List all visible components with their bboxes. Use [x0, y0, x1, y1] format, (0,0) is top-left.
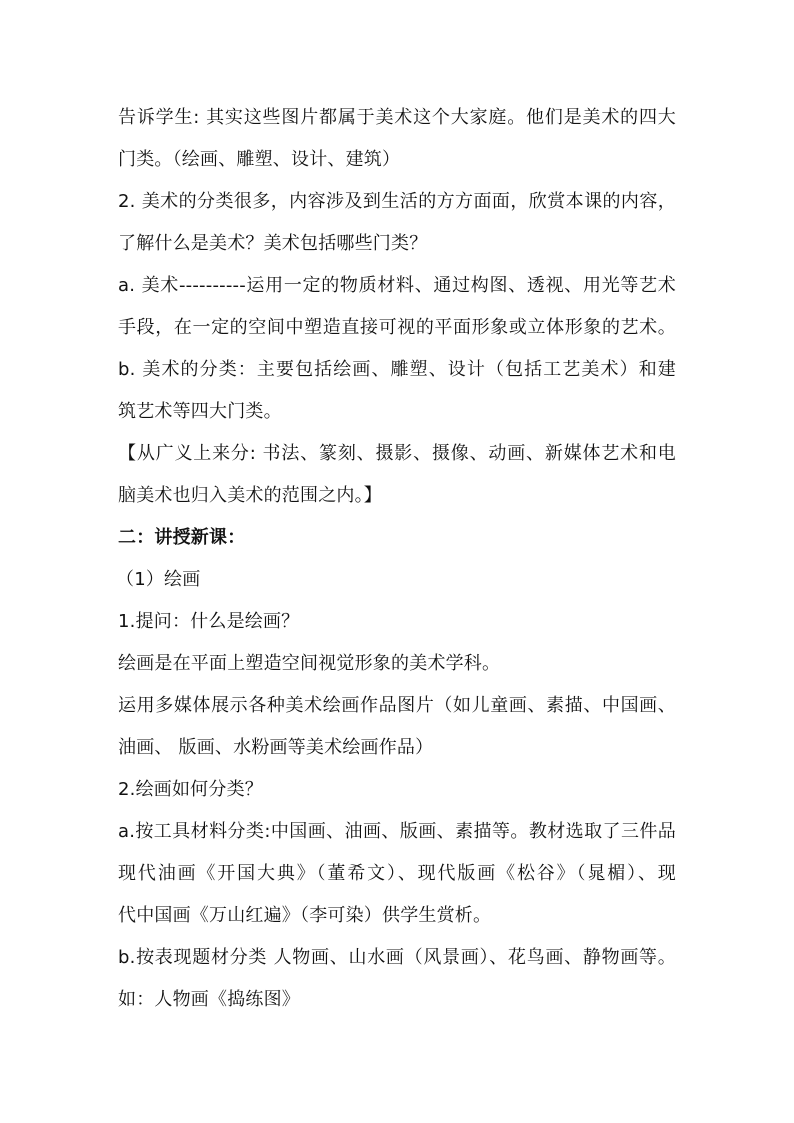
- subsection-heading: （1）绘画: [116, 569, 201, 590]
- text-line: 代中国画《万山红遍》（李可染）供学生赏析。: [118, 905, 492, 926]
- text-line: 如：人物画《捣练图》: [118, 989, 300, 1010]
- text-line: 筑艺术等四大门类。: [118, 401, 282, 422]
- text-line: 现代油画《开国大典》（董希文）、现代版画《松谷》（晁楣）、现: [118, 863, 676, 884]
- text-line: 2.绘画如何分类？: [118, 779, 263, 800]
- text-line: 脑美术也归入美术的范围之内。】: [118, 485, 382, 506]
- text-line: 1.提问：什么是绘画？: [118, 611, 300, 632]
- text-line: b. 美术的分类：主要包括绘画、雕塑、设计（包括工艺美术）和建: [118, 359, 676, 380]
- text-line: 门类。（绘画、雕塑、设计、建筑）: [118, 149, 401, 170]
- text-line: 了解什么是美术？美术包括哪些门类？: [118, 233, 428, 254]
- text-line: 告诉学生: 其实这些图片都属于美术这个大家庭。他们是美术的四大: [118, 107, 676, 128]
- text-line: 【从广义上来分: 书法、篆刻、摄影、摄像、动画、新媒体艺术和电: [118, 443, 676, 464]
- text-line: a.按工具材料分类:中国画、油画、版画、素描等。教材选取了三件品: [118, 821, 676, 842]
- text-line: 手段，在一定的空间中塑造直接可视的平面形象或立体形象的艺术。: [118, 317, 676, 338]
- text-line: a. 美术----------运用一定的物质材料、通过构图、透视、用光等艺术: [118, 275, 676, 296]
- text-line: 油画、 版画、水粉画等美术绘画作品）: [118, 737, 434, 758]
- section-heading: 二：讲授新课：: [118, 527, 246, 548]
- text-line: b.按表现题材分类 人物画、山水画（风景画）、花鸟画、静物画等。: [118, 947, 676, 968]
- text-line: 2. 美术的分类很多，内容涉及到生活的方方面面，欣赏本课的内容，: [118, 191, 676, 212]
- text-line: 运用多媒体展示各种美术绘画作品图片（如儿童画、素描、中国画、: [118, 695, 676, 716]
- text-line: 绘画是在平面上塑造空间视觉形象的美术学科。: [118, 653, 501, 674]
